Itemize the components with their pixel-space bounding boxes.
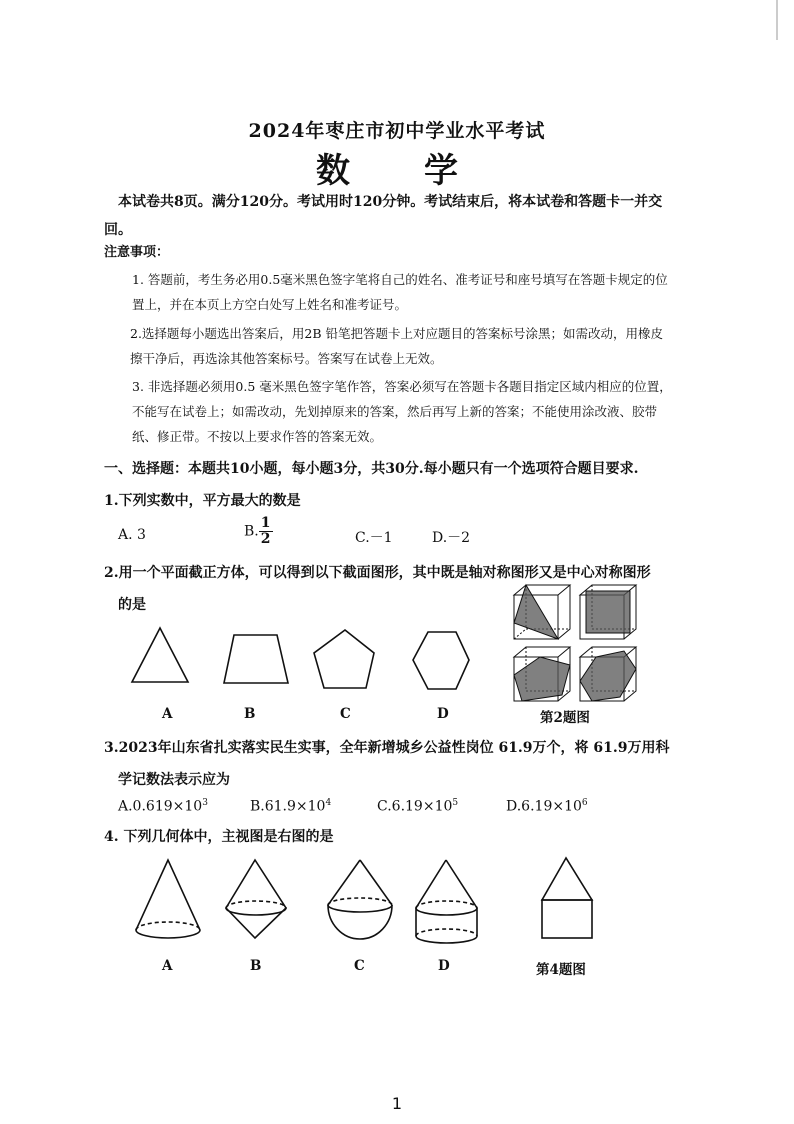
question-2-stem-line1: 2.用一个平面截正方体，可以得到以下截面图形，其中既是轴对称图形又是中心对称图形	[104, 565, 651, 581]
notice-item-3: 3. 非选择题必须用0.5 毫米黑色签字笔作答，答案必须写在答题卡各题目指定区域内相应的位置，不能写在试卷上；如需改动，先划掉原来的答案，然后再写上新的答案；不能使用涂改液、胶带纸、修正带。不按以上要求作答的答案无效。	[132, 379, 672, 444]
q2-label-d: D	[437, 706, 449, 722]
q4-label-d: D	[438, 958, 450, 974]
q1-option-b-prefix: B.	[244, 523, 259, 540]
q3-option-d-base: D.6.19×10	[506, 798, 582, 815]
q1-option-c: C.－1	[355, 530, 393, 546]
question-4-stem: 4. 下列几何体中，主视图是右图的是	[104, 829, 334, 845]
q2-figure-caption: 第2题图	[540, 710, 590, 726]
question-1-stem: 1.下列实数中，平方最大的数是	[104, 493, 301, 509]
q4-label-b: B	[250, 958, 262, 974]
q3-option-a-base: A.0.619×10	[118, 798, 203, 815]
notice-item-1: 1. 答题前，考生务必用0.5毫米黑色签字笔将自己的姓名、准考证号和座号填写在答题卡规定的位置上，并在本页上方空白处写上姓名和准考证号。	[132, 272, 668, 312]
q4-label-a: A	[162, 958, 173, 974]
section-1-heading: 一、选择题：本题共10小题，每小题3分，共30分.每小题只有一个选项符合题目要求.	[104, 461, 639, 477]
q4-label-c: C	[354, 958, 365, 974]
q3-option-c-base: C.6.19×10	[377, 798, 453, 815]
fraction-denominator: 2	[260, 531, 271, 547]
q1-option-d: D.－2	[432, 530, 471, 546]
page-number: 1	[391, 1094, 403, 1113]
exam-intro: 本试卷共8页。满分120分。考试用时120分钟。考试结束后，将本试卷和答题卡一并交回。	[104, 194, 663, 238]
q2-label-c: C	[340, 706, 351, 722]
question-3-stem-line2: 学记数法表示应为	[118, 772, 230, 788]
notice-heading: 注意事项：	[104, 245, 170, 260]
fraction-numerator: 1	[260, 515, 271, 531]
q2-label-b: B	[244, 706, 256, 722]
q3-option-b-base: B.61.9×10	[250, 798, 326, 815]
front-view-shape	[542, 858, 592, 938]
q3-option-a-exponent: 3	[202, 798, 208, 808]
exam-title: 2024年枣庄市初中学业水平考试	[248, 120, 546, 142]
question-2-stem-line2: 的是	[118, 597, 146, 613]
q3-option-b-exponent: 4	[325, 798, 332, 808]
q3-option-d-exponent: 6	[581, 798, 588, 808]
cone-hemisphere-solid	[328, 860, 392, 939]
q3-option-c-exponent: 5	[452, 798, 459, 808]
q2-label-a: A	[162, 706, 173, 722]
q1-option-a: A. 3	[118, 527, 146, 543]
double-cone-solid	[226, 860, 286, 938]
question-3-stem-line1: 3.2023年山东省扎实落实民生实事，全年新增城乡公益性岗位 61.9万个，将 61.9万用科	[104, 740, 670, 756]
cone-solid	[136, 860, 200, 938]
notice-item-2: 2.选择题每小题选出答案后，用2B 铅笔把答题卡上对应题目的答案标号涂黑；如需改动，用橡皮擦干净后，再选涂其他答案标号。答案写在试卷上无效。	[130, 326, 664, 366]
cone-cylinder-solid	[416, 860, 477, 943]
q4-figure-caption: 第4题图	[536, 962, 586, 978]
subject-title: 数 学	[316, 151, 478, 191]
